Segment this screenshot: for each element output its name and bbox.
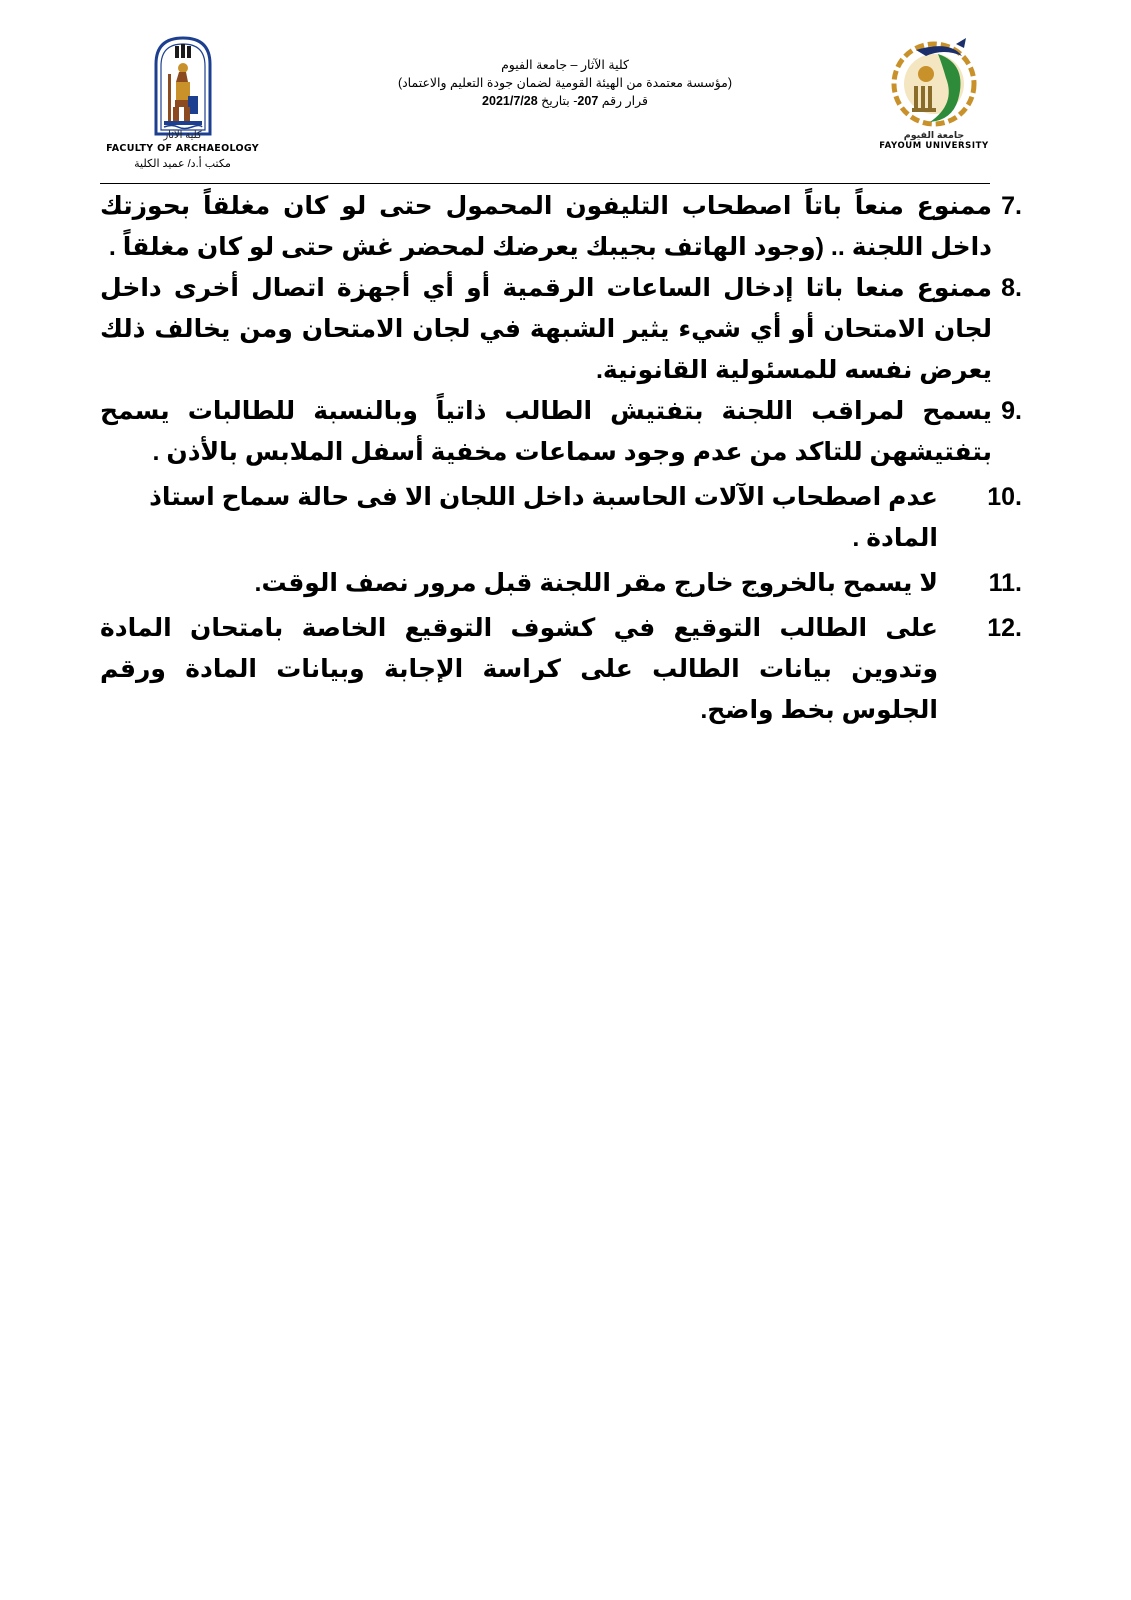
rule-item-12 xyxy=(100,608,1022,731)
rule-text: عدم اصطحاب الآلات الحاسبة داخل اللجان الا فى حالة سماح استاذ المادة . xyxy=(149,483,938,552)
rule-item-10 xyxy=(100,477,1022,559)
logo-caption: كلية الآثار xyxy=(163,130,202,141)
decree-mid: - بتاريخ xyxy=(541,94,578,108)
university-logo-block xyxy=(878,34,990,164)
dean-office-label: مكتب أ.د/ عميد الكلية xyxy=(134,158,231,170)
decree-number: 207 xyxy=(577,94,599,108)
exam-rules-list xyxy=(100,186,1022,731)
rule-item-7 xyxy=(100,186,1022,268)
rule-text: يسمح لمراقب اللجنة بتفتيش الطالب ذاتياً وبالنسبة للطالبات يسمح بتفتيشهن للتاكد من عدم وجود سماعات مخفية أسفل الملابس بالأذن . xyxy=(100,397,992,466)
university-name-ar: جامعة الفيوم xyxy=(903,130,965,141)
header-divider xyxy=(100,183,990,184)
fayoum-university-logo-icon xyxy=(886,34,982,130)
rule-text: على الطالب التوقيع في كشوف التوقيع الخاصة بامتحان المادة وتدوين بيانات الطالب على كراسة الإجابة وبيانات المادة ورقم الجلوس بخط واضح. xyxy=(100,614,938,724)
rule-text: ممنوع منعاً باتاً اصطحاب التليفون المحمول حتى لو كان مغلقاً بحوزتك داخل اللجنة .. (وجود الهاتف بجيبك يعرضك لمحضر غش حتى لو كان مغلقاً . xyxy=(100,192,992,261)
rule-item-9 xyxy=(100,391,1022,473)
decree-line xyxy=(330,92,800,110)
rule-item-8 xyxy=(100,268,1022,391)
rule-text: ممنوع منعا باتا إدخال الساعات الرقمية أو أي أجهزة اتصال أخرى داخل لجان الامتحان أو أي شيء يثير الشبهة في لجان الامتحان ومن يخالف ذلك يعرض نفسه للمسئولية القانونية. xyxy=(100,274,992,384)
rule-number: 10. xyxy=(987,483,1022,511)
decree-prefix: قرار رقم xyxy=(601,94,648,108)
rule-item-11 xyxy=(100,563,1022,604)
header-line-2: (مؤسسة معتمدة من الهيئة القومية لضمان جودة التعليم والاعتماد) xyxy=(397,76,733,90)
rule-number: 9. xyxy=(1001,397,1022,425)
letterhead xyxy=(0,0,1131,190)
rule-number: 8. xyxy=(1001,274,1022,302)
rule-number: 7. xyxy=(1001,192,1022,220)
header-line-1: كلية الآثار – جامعة الفيوم xyxy=(501,58,629,72)
rule-number: 11. xyxy=(988,569,1022,597)
faculty-of-archaeology-emblem-icon xyxy=(148,34,218,144)
faculty-logo-block xyxy=(105,34,260,184)
rule-text: لا يسمح بالخروج خارج مقر اللجنة قبل مرور نصف الوقت. xyxy=(254,569,938,597)
faculty-name-en: FACULTY OF ARCHAEOLOGY xyxy=(106,143,259,154)
rule-number: 12. xyxy=(987,614,1022,642)
header-text xyxy=(330,56,800,110)
decree-date: 2021/7/28 xyxy=(482,94,538,108)
university-name-en: FAYOUM UNIVERSITY xyxy=(879,141,989,151)
